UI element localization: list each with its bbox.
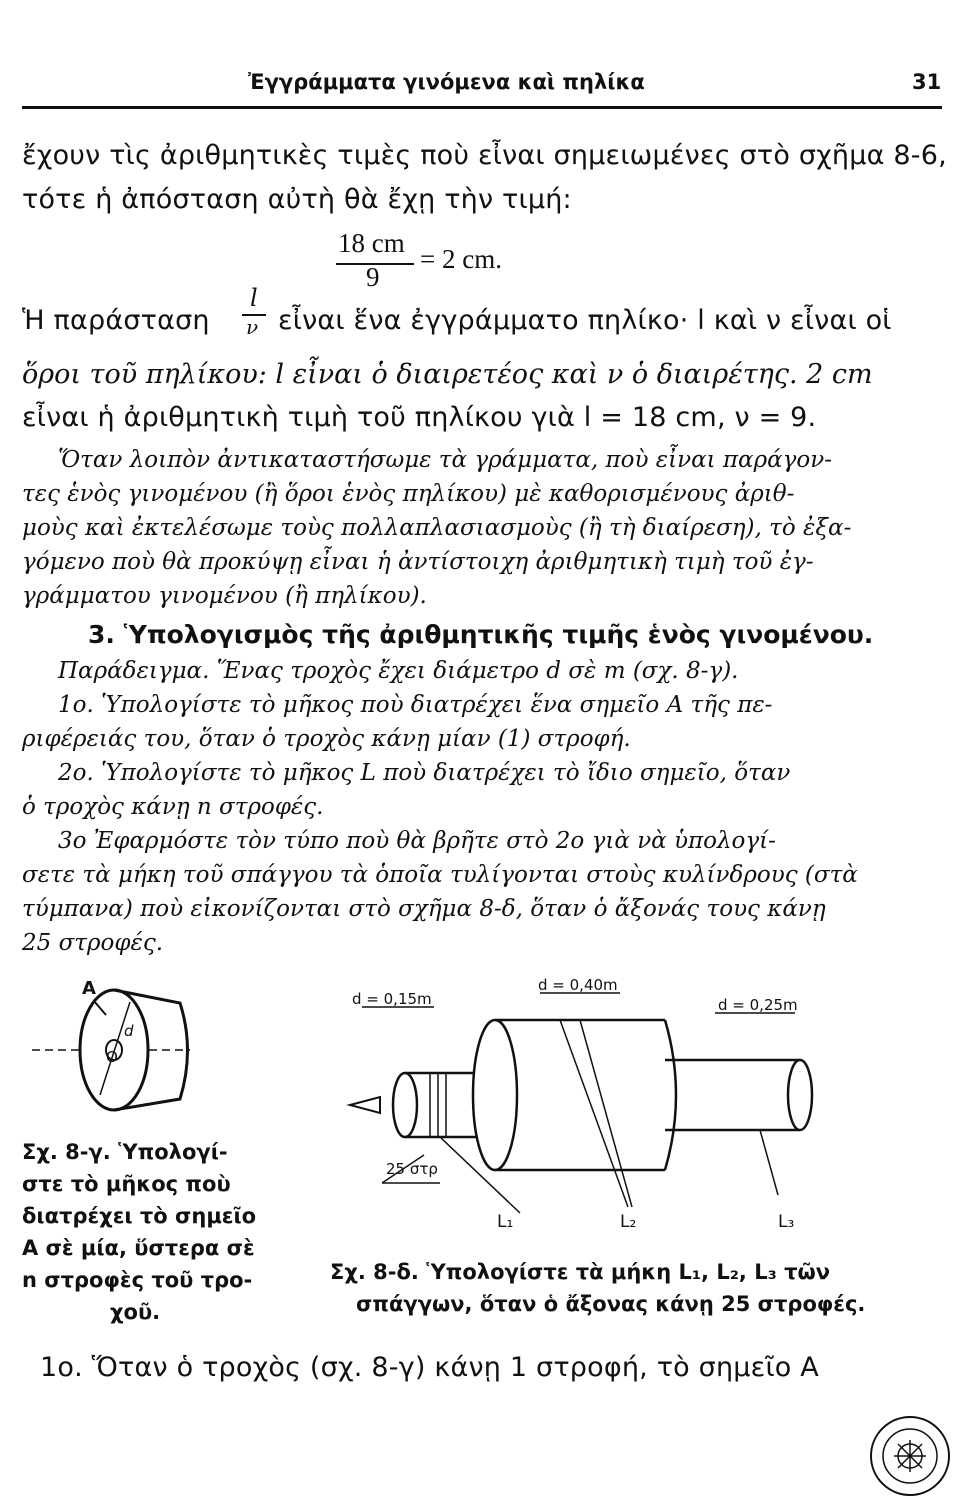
wheel-label-d: d — [124, 1022, 134, 1040]
wheel-caption-4: Α σὲ μία, ὕστερα σὲ — [22, 1236, 255, 1260]
question-3-line-4: 25 στροφές. — [22, 930, 164, 956]
drum-1-diameter: d = 0,15m — [352, 990, 432, 1008]
wheel-caption-5: n στροφὲς τοῦ τρο- — [22, 1268, 253, 1292]
intro-line-2: τότε ἡ ἀπόσταση αὐτὴ θὰ ἔχῃ τὴν τιμή: — [22, 184, 572, 215]
wheel-label-a: A — [82, 978, 96, 999]
question-2-line-2: ὁ τροχὸς κάνῃ n στροφές. — [22, 794, 324, 820]
note-line-5: γράμματου γινομένου (ἢ πηλίκου). — [22, 583, 427, 609]
foundation-stamp — [868, 1414, 952, 1498]
drums-caption-2: σπάγγων, ὅταν ὁ ἄξονας κάνῃ 25 στροφές. — [356, 1292, 866, 1316]
formula-numerator: 18 cm — [338, 228, 405, 258]
drums-caption-1: Σχ. 8-δ. Ὑπολογίστε τὰ μήκη L₁, L₂, L₃ τῶν — [330, 1260, 831, 1284]
wheel-caption-1: Σχ. 8-γ. Ὑπολογί- — [22, 1140, 228, 1164]
wheel-caption-3: διατρέχει τὸ σημεῖο — [22, 1204, 257, 1228]
question-1-line-1: 1ο. Ὑπολογίστε τὸ μῆκος ποὺ διατρέχει ἕνα σημεῖο Α τῆς πε- — [58, 692, 773, 718]
definition-line-2: ὅροι τοῦ πηλίκου: l εἶναι ὁ διαιρετέος καὶ ν ὁ διαιρέτης. 2 cm — [22, 359, 873, 390]
drum-3-diameter: d = 0,25m — [718, 996, 798, 1014]
def-frac-num: l — [250, 284, 258, 312]
example-line-1: Παράδειγμα. Ἕνας τροχὸς ἔχει διάμετρο d σὲ m (σχ. 8-γ). — [58, 658, 739, 684]
def-frac-den: ν — [246, 315, 259, 339]
drums-turns-label: 25 στρ — [386, 1160, 438, 1178]
wheel-caption-2: στε τὸ μῆκος ποὺ — [22, 1172, 231, 1196]
question-3-line-1: 3ο Ἐφαρμόστε τὸν τύπο ποὺ θὰ βρῆτε στὸ 2ο γιὰ νὰ ὑπολογί- — [58, 828, 776, 854]
header-rule — [22, 106, 942, 109]
note-line-2: τες ἑνὸς γινομένου (ἢ ὅροι ἑνὸς πηλίκου) μὲ καθορισμένους ἀριθ- — [22, 481, 795, 507]
question-3-line-2: σετε τὰ μήκη τοῦ σπάγγου τὰ ὁποῖα τυλίγονται στοὺς κυλίνδρους (στὰ — [22, 862, 858, 888]
formula-denominator: 9 — [366, 262, 380, 292]
question-2-line-1: 2ο. Ὑπολογίστε τὸ μῆκος L ποὺ διατρέχει τὸ ἴδιο σημεῖο, ὅταν — [58, 760, 791, 786]
section-title: 3. Ὑπολογισμὸς τῆς ἀριθμητικῆς τιμῆς ἑνὸς γινομένου. — [88, 620, 874, 649]
wheel-label-o: O — [106, 1048, 118, 1066]
string-l2-label: L₂ — [620, 1212, 637, 1232]
note-line-3: μοὺς καὶ ἐκτελέσωμε τοὺς πολλαπλασιασμοὺς (ἢ τὴ διαίρεση), τὸ ἐξα- — [22, 515, 852, 541]
drums-figure — [330, 985, 850, 1235]
note-line-4: γόμενο ποὺ θὰ προκύψῃ εἶναι ἡ ἀντίστοιχη ἀριθμητικὴ τιμὴ τοῦ ἐγ- — [22, 549, 814, 575]
formula-result: = 2 cm. — [420, 244, 502, 274]
drum-2-diameter: d = 0,40m — [538, 976, 618, 994]
string-l1-label: L₁ — [497, 1212, 514, 1232]
question-3-line-3: τύμπανα) ποὺ εἰκονίζονται στὸ σχῆμα 8-δ, ὅταν ὁ ἄξονάς τους κάνῃ — [22, 896, 826, 922]
definition-line-3: εἶναι ἡ ἀριθμητικὴ τιμὴ τοῦ πηλίκου γιὰ l = 18 cm, ν = 9. — [22, 402, 817, 433]
question-1-line-2: ριφέρειάς του, ὅταν ὁ τροχὸς κάνῃ μίαν (1) στροφή. — [22, 726, 631, 752]
bottom-line: 1ο. Ὅταν ὁ τροχὸς (σχ. 8-γ) κάνῃ 1 στροφή, τὸ σημεῖο Α — [40, 1352, 819, 1383]
intro-line-1: ἔχουν τὶς ἀριθμητικὲς τιμὲς ποὺ εἶναι σημειωμένες στὸ σχῆμα 8-6, — [22, 140, 947, 171]
definition-line-1-post: εἶναι ἕνα ἐγγράμματο πηλίκο· l καὶ ν εἶναι οἱ — [278, 305, 892, 336]
wheel-caption-6: χοῦ. — [110, 1300, 161, 1324]
note-line-1: Ὅταν λοιπὸν ἀντικαταστήσωμε τὰ γράμματα, ποὺ εἶναι παράγον- — [58, 447, 832, 473]
string-l3-label: L₃ — [778, 1212, 795, 1232]
page-number: 31 — [912, 70, 942, 94]
definition-line-1-pre: Ἡ παράσταση — [22, 305, 210, 336]
running-header: Ἐγγράμματα γινόμενα καὶ πηλίκα — [248, 70, 645, 94]
